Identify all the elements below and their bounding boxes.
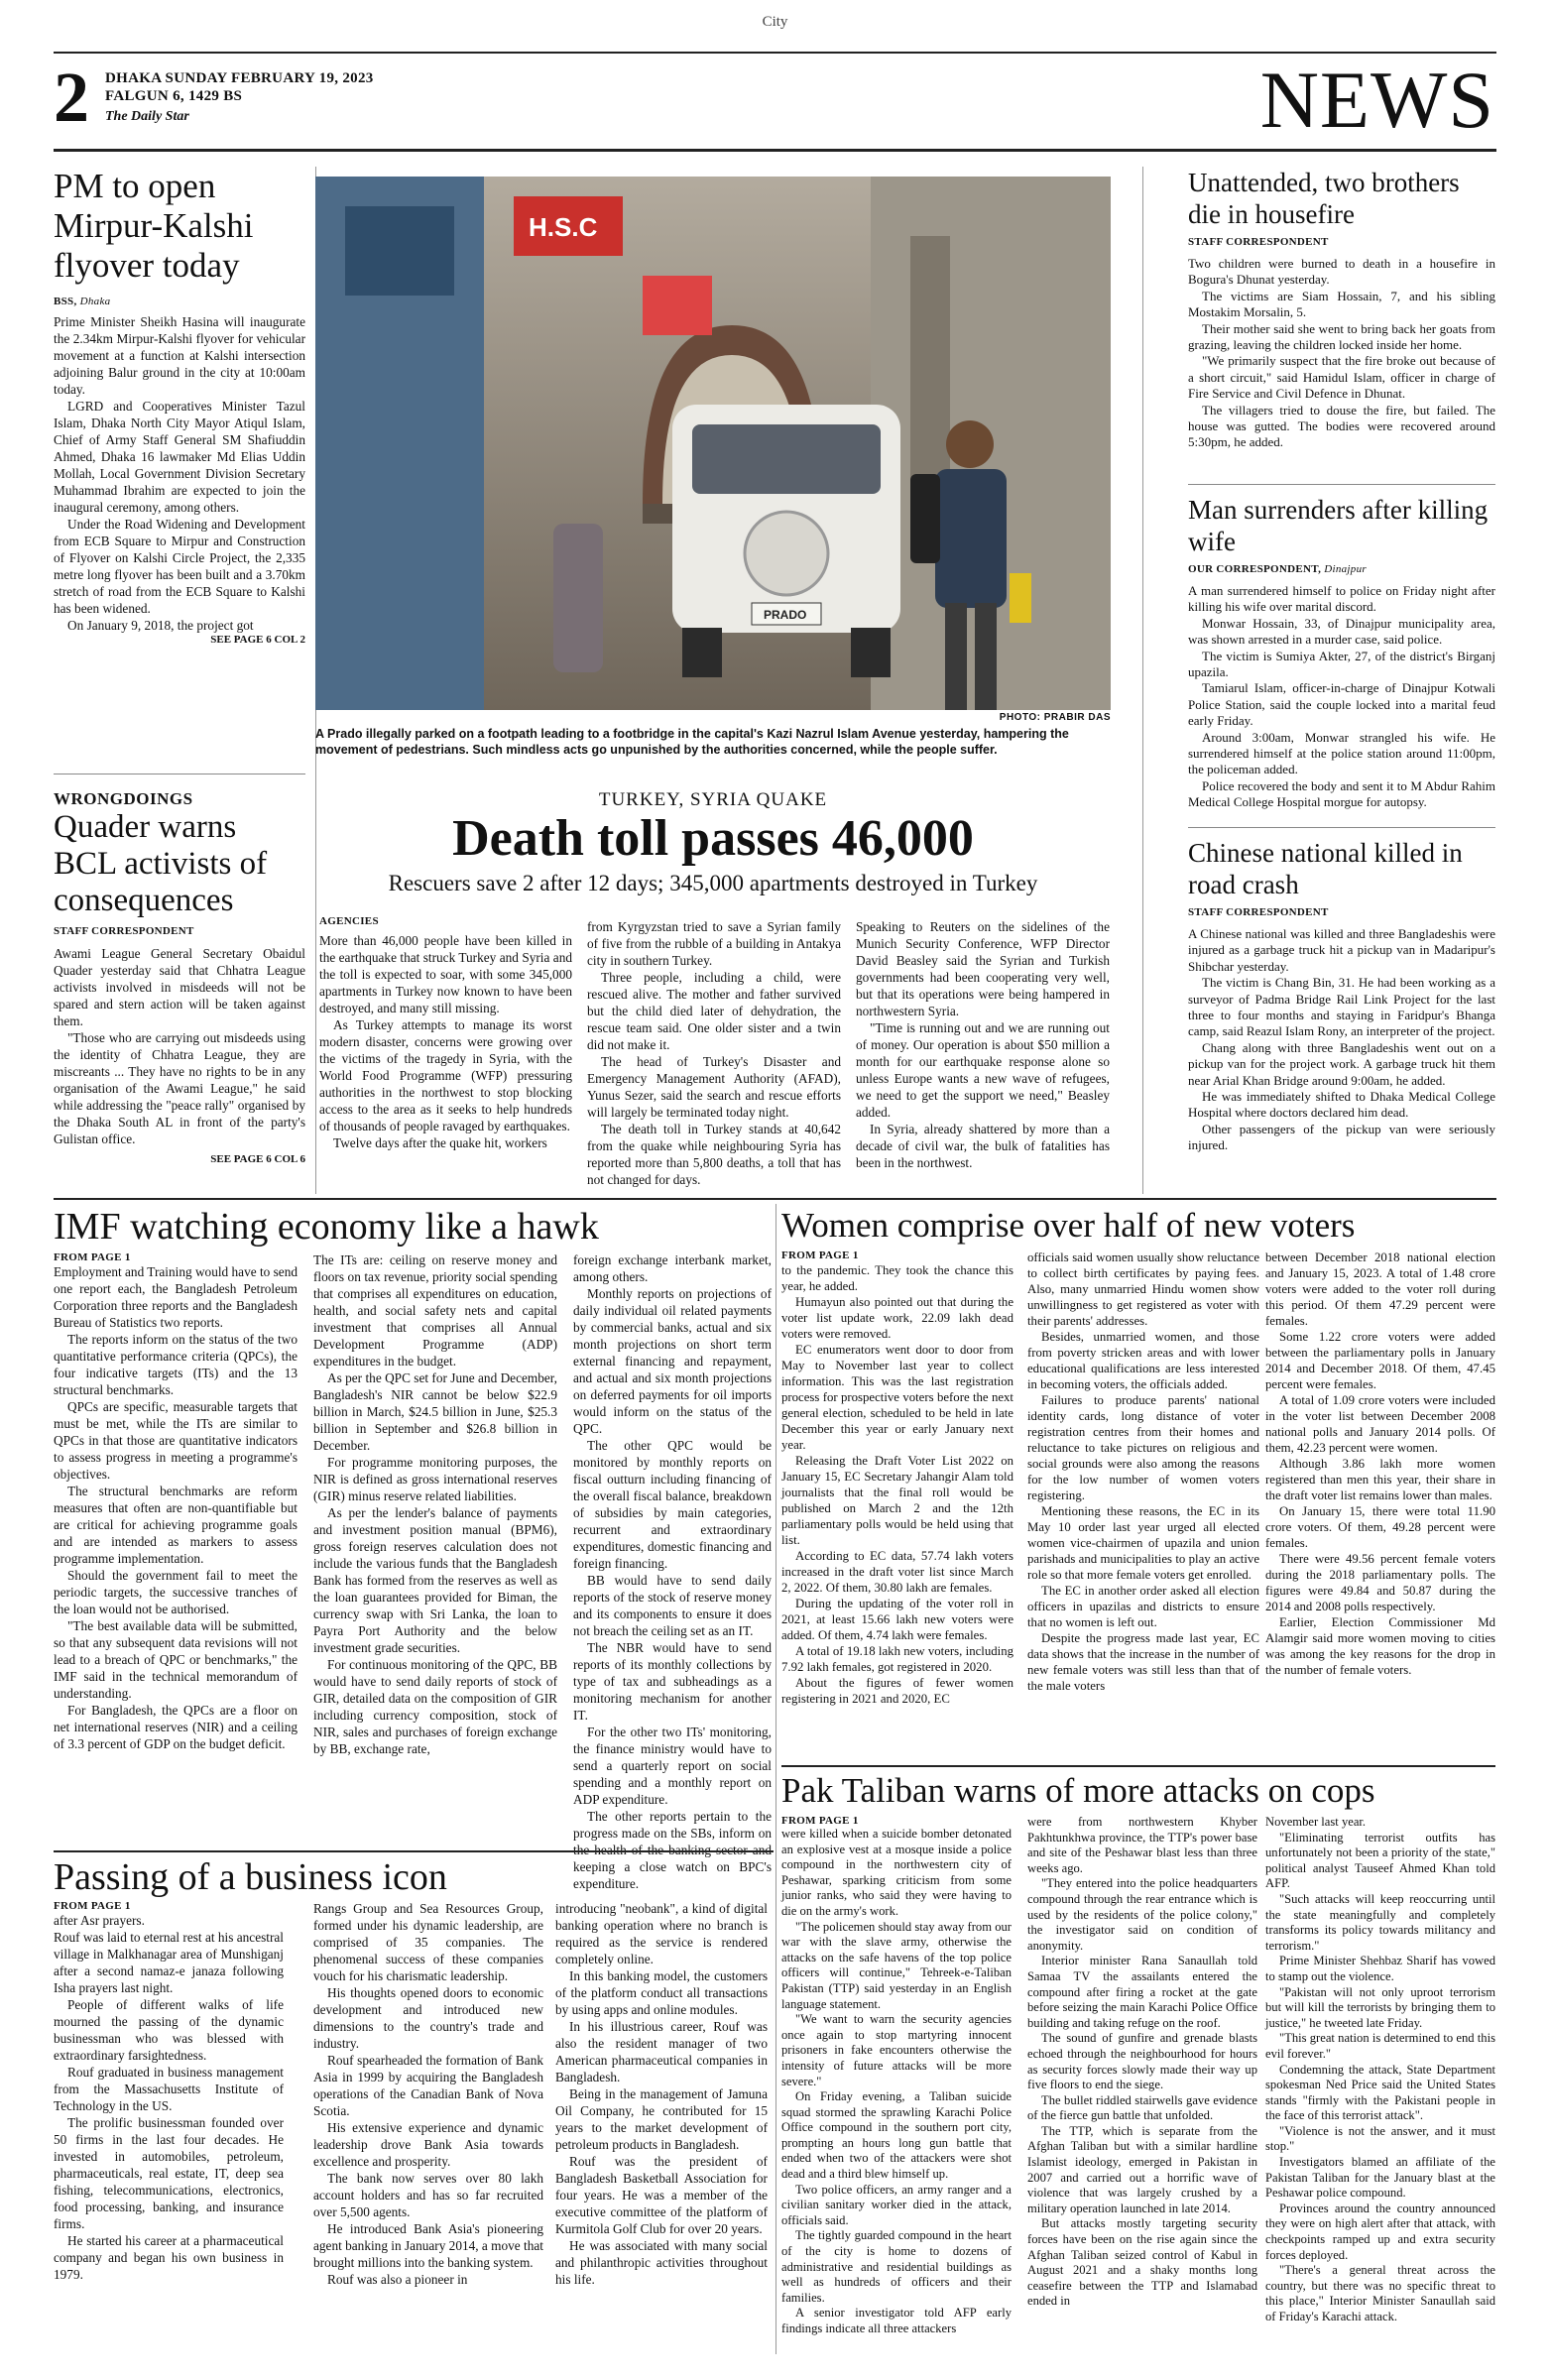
divider [1188,827,1495,828]
paragraph: "Pakistan will not only uproot terrorism but will kill the terrorists by bringing them to justice," he tweeted late Friday. [1265,1984,1495,2030]
paragraph: The TTP, which is separate from the Afghan Taliban but with a similar hardline Islamist ideology, emerged in Pakistan in 2007 and carried out a horrific wave of violence that was largely crushed by a military operation launched in late 2014. [1027,2123,1257,2215]
paragraph: November last year. [1265,1815,1367,1829]
paragraph: LGRD and Cooperatives Minister Tazul Islam, Dhaka North City Mayor Atiqul Islam, Chief of Army Staff General SM Shafiuddin Ahmed, Dhaka 16 lawmaker Md Elias Uddin Mollah, Local Government Division Secretary Muhammad Ibrahim are expected to join the inaugural ceremony, among others. [54,399,305,515]
brothers-article [1188,167,1495,451]
flyover-headline: PM to open Mirpur-Kalshi flyover today [54,167,254,285]
paragraph: The NBR would have to send reports of its monthly collections by type of tax and subheadings as a monitoring mechanism for another IT. [573,1640,772,1723]
paragraph: Tamiarul Islam, officer-in-charge of Dinajpur Kotwali Police Station, said the couple locked into a marital feud early Friday. [1188,680,1495,729]
sign-text: H.S.C [529,212,598,242]
paragraph: Condemning the attack, State Department spokesman Ned Price said the United States stands "firmly with the Pakistani people in the face of this terrorist attack". [1265,2062,1495,2123]
paragraph: According to EC data, 57.74 lakh voters increased in the draft voter list since March 2, 2022. Of them, 30.80 lakh are females. [781,1549,1013,1595]
wife-body [1188,583,1495,811]
paragraph: Although 3.86 lakh more women registered than men this year, their share in the draft voter list remains lower than males. [1265,1457,1495,1502]
quader-article [54,789,305,1165]
paragraph: A senior investigator told AFP early findings indicate all three attackers [781,2306,1012,2335]
paragraph: For the other two ITs' monitoring, the finance ministry would have to send a quarterly report on social spending and a monthly report on ADP expenditure. [573,1725,772,1807]
quader-byline: STAFF CORRESPONDENT [54,925,194,937]
paragraph: Employment and Training would have to send one report each, the Bangladesh Petroleum Corporation three reports and the Bangladesh Bureau of Statistics two reports. [54,1264,298,1330]
women-col-1 [781,1262,1013,1707]
paragraph: Speaking to Reuters on the sidelines of the Munich Security Conference, WFP Director David Beasley said the Syrian and Turkish governments had been cooperating very well, but that its operations were being hampered in northwestern Syria. [856,919,1110,1018]
paragraph: Some 1.22 crore voters were added between the parliamentary polls in January 2014 and December 2018. Of them, 47.45 percent were females. [1265,1330,1495,1391]
business-col-1 [54,1912,284,2283]
paragraph: The EC in another order asked all election officers in upazilas and districts to ensure that no women is left out. [1027,1584,1259,1629]
women-headline: Women comprise over half of new voters [781,1206,1356,1245]
paragraph: from Kyrgyzstan tried to save a Syrian family of five from the rubble of a building in Antakya city in southern Turkey. [587,919,841,968]
quake-col-3 [856,918,1110,1171]
paragraph: Around 3:00am, Monwar strangled his wife. He surrendered himself at the police station around 11:00pm, the policeman added. [1188,729,1495,777]
paragraph: Two children were burned to death in a housefire in Bogura's Dhunat yesterday. [1188,256,1495,288]
paragraph: Rangs Group and Sea Resources Group, formed under his dynamic leadership, are comprised of 35 companies. The phenomenal success of these companies vouch for his charismatic leadership. [313,1901,543,1983]
section-title: NEWS [1259,55,1494,145]
flyover-article [54,167,305,646]
paragraph: As per the QPC set for June and December, Bangladesh's NIR cannot be below $22.9 billion in March, $24.5 billion in June, $25.3 billion in September and $26.8 billion in December. [313,1370,557,1453]
date-line [105,69,374,105]
business-from-page: FROM PAGE 1 [54,1900,131,1912]
paragraph: officials said women usually show reluctance to collect birth certificates by paying fees. Also, many unmarried Hindu women show unwillingness to get registered as voter with their parents' addresses. [1027,1250,1259,1328]
masthead-logo: The Daily Star [105,109,189,124]
paragraph: As per the lender's balance of payments and investment position manual (BPM6), gross foreign reserves calculation does not include the various funds that the Bangladesh Bank has formed from the reserves as well as the loan guarantees provided for Biman, the currency swap with Sri Lanka, the loan to Payra Port Authority and the below investment grade securities. [313,1505,557,1655]
paragraph: The other QPC would be monitored by monthly reports on fiscal outturn including financing of the overall fiscal balance, breakdown of subsidies by main categories, recurrent and extraordinary expenditures, domestic financing and foreign financing. [573,1438,772,1571]
quake-subhead: Rescuers save 2 after 12 days; 345,000 apartments destroyed in Turkey [388,871,1038,895]
paragraph: "There's a general threat across the country, but there was no specific threat to this place," Interior Minister Sanaullah said of Friday's Karachi attack. [1265,2263,1495,2323]
news-photo [315,177,1111,710]
paragraph: A Chinese national was killed and three Bangladeshis were injured as a garbage truck hit a pickup van in Madaripur's Shibchar yesterday. [1188,926,1495,974]
paragraph: Being in the management of Jamuna Oil Company, he contributed for 15 years to the market development of petroleum products in Bangladesh. [555,2086,768,2152]
wife-byline-place: Dinajpur [1324,563,1367,575]
quake-kicker: TURKEY, SYRIA QUAKE [598,789,828,810]
quake-col-1 [319,932,572,1151]
paragraph: In this banking model, the customers of the platform conduct all transactions by using apps and online modules. [555,1968,768,2017]
business-col-2 [313,1900,543,2288]
section-label: City [762,14,788,30]
paragraph: There were 49.56 percent female voters during the 2018 parliamentary polls. The figures were 49.84 and 50.87 during the 2014 and 2008 polls respectively. [1265,1552,1495,1613]
paragraph: He started his career at a pharmaceutical company and began his own business in 1979. [54,2233,284,2282]
paragraph: between December 2018 national election and January 15, 2023. A total of 1.48 crore voters were added to the voter roll during this period. Of them 47.29 percent were females. [1265,1250,1495,1328]
women-from-page: FROM PAGE 1 [781,1250,859,1261]
paragraph: "Those who are carrying out misdeeds using the identity of Chhatra League, they are miscreants ... They have no rights to be in any organisation of the Awami League," he said while addressing the "peace rally" organised by the Dhaka South AL in front of the party's Gulistan office. [54,1030,305,1146]
paragraph: "Time is running out and we are running out of money. Our operation is about $50 million a month for our earthquake response alone so unless Europe wants a new wave of refugees, we need to get the support we need," Beasley added. [856,1020,1110,1120]
paragraph: Mentioning these reasons, the EC in its May 10 order last year urged all elected women vice-chairmen of upazila and union parishads and municipalities to play an active role so that more female voters get enrolled. [1027,1504,1259,1582]
flyover-byline [54,296,305,307]
bangla-date: FALGUN 6, 1429 BS [105,88,243,104]
woman-figure [553,524,603,672]
paragraph: For continuous monitoring of the QPC, BB would have to send daily reports of stock of GIR, detailed data on the composition of GIR including currency composition, stock of NIR, sales and purchases of foreign exchange by BB, exchange rate, [313,1657,557,1756]
paragraph: The villagers tried to douse the fire, but failed. The house was gutted. The bodies were recovered around 5:30pm, he added. [1188,402,1495,450]
paragraph: "This great nation is determined to end this evil forever." [1265,2031,1495,2061]
paragraph: For programme monitoring purposes, the NIR is defined as gross international reserves (GIR) minus reserve related liabilities. [313,1455,557,1503]
paragraph: Rouf graduated in business management from the Massachusetts Institute of Technology in the US. [54,2065,284,2113]
paragraph: "The best available data will be submitted, so that any subsequent data revisions will not lead to a breach of QPC or benchmarks," the IMF said in the technical memorandum of understanding. [54,1618,298,1701]
paragraph: EC enumerators went door to door from May to November last year to collect information. This was the last registration process for prospective voters before the next general election, scheduled to be held in late December this year or early January next year. [781,1343,1013,1452]
paragraph: The victim is Sumiya Akter, 27, of the district's Birganj upazila. [1188,648,1495,680]
paragraph: were from northwestern Khyber Pakhtunkhwa province, the TTP's power base and site of the Peshawar blast less than three weeks ago. [1027,1815,1257,1875]
paragraph: The bank now serves over 80 lakh account holders and has so far recruited over 5,500 agents. [313,2171,543,2219]
paragraph: "Such attacks will keep reoccurring until the state meaningfully and completely transforms its policy towards militancy and terrorism." [1265,1891,1495,1953]
car-plate: PRADO [764,608,807,622]
paragraph: Their mother said she went to bring back her goats from grazing, leaving the children locked inside her home. [1188,320,1495,353]
paragraph: Humayun also pointed out that during the voter list update work, 22.09 lakh dead voters were removed. [781,1295,1013,1341]
paragraph: Investigators blamed an affiliate of the Pakistan Taliban for the January blast at the Peshawar police compound. [1265,2155,1495,2201]
chinese-headline: Chinese national killed in road crash [1188,838,1463,899]
paragraph: People of different walks of life mourned the passing of the dynamic businessman who was blessed with extraordinary farsightedness. [54,1997,284,2063]
paragraph: "They entered into the police headquarters compound through the rear entrance which is used by the residents of the police colony," the investigator said on condition of anonymity. [1027,1876,1257,1953]
imf-col-1 [54,1263,298,1752]
paragraph: About the figures of fewer women registering in 2021 and 2020, EC [781,1676,1013,1706]
imf-headline: IMF watching economy like a hawk [54,1206,599,1248]
paragraph: The head of Turkey's Disaster and Emergency Management Authority (AFAD), Yunus Sezer, said the search and rescue efforts will largely be terminated today night. [587,1054,841,1120]
quader-kicker: WRONGDOINGS [54,789,193,808]
imf-col-2 [313,1251,557,1757]
flyover-see-page-link[interactable]: SEE PAGE 6 COL 2 [210,634,305,646]
flyover-byline-org: BSS, [54,296,77,307]
paragraph: The victims are Siam Hossain, 7, and his sibling Mostakim Morsalin, 5. [1188,288,1495,320]
paragraph: In his illustrious career, Rouf was also the resident manager of two American pharmaceutical companies in Bangladesh. [555,2019,768,2084]
paragraph: "We want to warn the security agencies once again to stop martyring innocent prisoners in fake encounters otherwise the intensity of future attacks will be more severe." [781,2012,1012,2088]
paragraph: The other reports pertain to the progress made on the SBs, inform on keeping a close watch on BPC's expenditure. [573,1809,772,1891]
paragraph: Earlier, Election Commissioner Md Alamgir said more women moving to cities was among the key reasons for the drop in the number of female voters. [1265,1615,1495,1677]
chinese-article [1188,837,1495,1154]
paragraph: Besides, unmarried women, and those from poverty stricken areas and with lower educational qualifications are less interested in becoming voters, the officials added. [1027,1330,1259,1391]
paragraph: The death toll in Turkey stands at 40,642 from the quake while neighbouring Syria has reported more than 5,800 deaths, a toll that has not changed for days. [587,1122,841,1187]
women-article [781,1206,1495,1246]
imf-col-3 [573,1251,772,1892]
wife-byline [1188,563,1495,575]
paragraph: Monwar Hossain, 33, of Dinajpur municipality area, was shown arrested in a murder case, said police. [1188,615,1495,648]
paragraph: He introduced Bank Asia's pioneering agent banking in January 2014, a move that brought millions into the banking system. [313,2221,543,2270]
women-col-3 [1265,1250,1495,1678]
paragraph: The structural benchmarks are reform measures that often are non-quantifiable but are critical for achieving programme goals and are intended as markers to assess programme implementation. [54,1484,298,1566]
taliban-from-page: FROM PAGE 1 [781,1815,859,1827]
column-rule [775,1204,776,2354]
paragraph: During the updating of the voter roll in 2021, at least 15.66 lakh new voters were added. Of them, 4.74 lakh were females. [781,1597,1013,1642]
paragraph: QPCs are specific, measurable targets that must be met, while the ITs are similar to QPCs in that those are quantitative indicators to assess progress in meeting a programme's objectives. [54,1399,298,1482]
paragraph: "Violence is not the answer, and it must stop." [1265,2123,1495,2154]
paragraph: The prolific businessman founded over 50 firms in the last four decades. He invested in automobiles, petroleum, pharmaceuticals, real estate, IT, deep sea fishing, telecommunications, electronics, food processing, banking, and insurance firms. [54,2115,284,2231]
brothers-body [1188,256,1495,451]
divider [1188,484,1495,485]
paragraph: Rouf was the president of Bangladesh Basketball Association for four years. He was a member of the executive committee of the platform of Kurmitola Golf Club for over 20 years. [555,2154,768,2236]
paragraph: The sound of gunfire and grenade blasts echoed through the neighbourhood for hours as security forces slowly made their way up five floors to end the siege. [1027,2031,1257,2092]
paragraph: Twelve days after the quake hit, workers [333,1135,547,1150]
paragraph: "The policemen should stay away from our war with the slave army, otherwise the attacks on the safe havens of the top police officers will continue," Tehreek-e-Taliban Pakistan (TTP) said yesterday in an English language statement. [781,1919,1012,2011]
paragraph: The victim is Chang Bin, 31. He had been working as a surveyor of Padma Bridge Rail Link Project for the last three to four months and staying in Faridpur's Bhanga camp, said Reazul Islam Rony, an interpreter of the project. [1188,975,1495,1039]
paragraph: Monthly reports on projections of daily individual oil related payments by commercial banks, actual and six month projections on short term external financing and repayment, and actual and six month projections on deferred payments for oil imports would inform on the status of the QPC. [573,1286,772,1436]
taliban-article [781,1771,1495,1811]
brothers-headline: Unattended, two brothers die in housefire [1188,168,1460,229]
paragraph: Three people, including a child, were rescued alive. The mother and father survived but the child died later of dehydration, the rescue team said. One older sister and a twin did not make it. [587,970,841,1052]
page-number: 2 [54,58,89,137]
paragraph: Rouf was laid to eternal rest at his ancestral village in Malkhanagar area of Munshiganj after a second namaz-e janaza following Isha prayers last night. [54,1930,284,1995]
paragraph: He was immediately shifted to Dhaka Medical College Hospital where doctors declared him dead. [1188,1089,1495,1121]
paragraph: "We primarily suspect that the fire broke out because of a short circuit," said Hamidul Islam, officer in charge of Fire Service and Civil Defence in Dhunat. [1188,353,1495,402]
paragraph: The ITs are: ceiling on reserve money and floors on tax revenue, priority social spending that comprises all expenditures on education, health, and social safety nets and capital investment that comprises all Annual Development Programme (ADP) expenditures in the budget. [313,1252,557,1368]
taliban-col-1 [781,1827,1012,2337]
section-divider [54,1850,774,1852]
header-bottom-rule [54,149,1496,152]
paragraph: Should the government fail to meet the periodic targets, the successive tranches of the loan would not be authorised. [54,1568,298,1616]
paragraph: were killed when a suicide bomber detonated an explosive vest at a mosque inside a police compound in the northwestern city of Peshawar, sparking criticism from some junior ranks, who said they were having to die on the army's work. [781,1827,1012,1918]
quake-header [315,789,1111,896]
paragraph: Despite the progress made last year, EC data shows that the increase in the number of new female voters was still less than that of the male voters [1027,1631,1259,1693]
paragraph: Two police officers, an army ranger and a civilian sanitary worker died in the attack, officials said. [781,2182,1012,2227]
business-col-3 [555,1900,768,2288]
paragraph: A man surrendered himself to police on Friday night after killing his wife over marital discord. [1188,583,1495,615]
paragraph: Releasing the Draft Voter List 2022 on January 15, EC Secretary Jahangir Alam told journalists that the final roll would be published on March 2 and the 12th parliamentary polls would be held using that list. [781,1454,1013,1547]
quader-see-page-link[interactable]: SEE PAGE 6 COL 6 [210,1153,305,1165]
paragraph: More than 46,000 people have been killed in the earthquake that struck Turkey and Syria and the toll is expected to soar, with some 345,000 apartments in Turkey now known to have been destroyed, and many still missing. [319,933,572,1015]
paragraph: introducing "neobank", a kind of digital banking operation where no branch is required as the service is rendered completely online. [555,1901,768,1966]
photo-credit: PHOTO: PRABIR DAS [999,712,1111,723]
paragraph: For Bangladesh, the QPCs are a floor on net international reserves (NIR) and a ceiling of 3.3 percent of GDP on the budget deficit. [54,1703,298,1751]
paragraph: BB would have to send daily reports of the stock of reserve money and its components to ensure it does not breach the ceiling set as an IT. [573,1573,772,1638]
business-article [54,1856,768,1898]
paragraph: Failures to produce parents' national identity cards, long distance of voter registration centres from their homes and reluctance to take pictures on religious and social grounds were also among the reasons for the low number of women voters registering. [1027,1393,1259,1502]
quake-byline: AGENCIES [319,915,379,927]
business-headline: Passing of a business icon [54,1856,447,1898]
column-rule [1142,167,1143,1194]
wife-byline-org: OUR CORRESPONDENT, [1188,563,1322,575]
wife-headline: Man surrenders after killing wife [1188,495,1489,556]
paragraph: The bullet riddled stairwells gave evidence of the fierce gun battle that unfolded. [1027,2092,1257,2123]
section-divider [54,1198,1496,1200]
paragraph: "Eliminating terrorist outfits has unfortunately not been a priority of the state," political analyst Tauseef Ahmed Khan told AFP. [1265,1830,1495,1891]
chinese-body [1188,926,1495,1154]
quader-body [54,945,305,1147]
header-top-rule [54,52,1496,54]
paragraph: On January 9, 2018, the project got [67,618,254,633]
paragraph: to the pandemic. They took the chance this year, he added. [781,1263,1013,1293]
paragraph: As Turkey attempts to manage its worst modern disaster, concerns were growing over the victims of the tragedy in Syria, with the World Food Programme (WFP) pressuring authorities in the northwest to stop blocking access to the area as it seeks to help hundreds of thousands of people ravaged by earthquakes. [319,1017,572,1133]
flyover-body [54,313,305,634]
photo-caption: A Prado illegally parked on a footpath leading to a footbridge in the capital's Kazi Nazrul Islam Avenue yesterday, hampering the movement of pedestrians. Such mindless acts go unpunished by the authorities concerned, while the people suffer. [315,727,1069,757]
paragraph: Rouf spearheaded the formation of Bank Asia in 1999 by acquiring the Bangladesh operations of the Canadian Bank of Nova Scotia. [313,2053,543,2118]
paragraph: Police recovered the body and sent it to M Abdur Rahim Medical College Hospital morgue for autopsy. [1188,777,1495,810]
taliban-col-3 [1265,1815,1495,2325]
paragraph: Rouf was also a pioneer in [327,2272,468,2287]
imf-from-page: FROM PAGE 1 [54,1251,131,1263]
imf-article [54,1206,768,1248]
photo-illustration [315,177,1111,710]
paragraph: Under the Road Widening and Development from ECB Square to Mirpur and Construction of Flyover on Kalshi Circle Project, the 2,335 metre long flyover has been built and a 3.70km stretch of road from the ECB Square to Kalshi has been widened. [54,517,305,616]
paragraph: His extensive experience and dynamic leadership drove Bank Asia towards excellence and prosperity. [313,2120,543,2169]
paragraph: after Asr prayers. [54,1913,145,1928]
paragraph: The tightly guarded compound in the heart of the city is home to dozens of administrative and residential buildings as well as hundreds of officers and their families. [781,2228,1012,2305]
paragraph: But attacks mostly targeting security forces have been on the rise again since the Afghan Taliban seized control of Kabul in August 2021 and a shaky months long ceasefire between the TTP and Islamabad ended in [1027,2216,1257,2309]
taliban-col-2 [1027,1815,1257,2310]
brothers-byline: STAFF CORRESPONDENT [1188,236,1329,248]
paragraph: The reports inform on the status of the two quantitative performance criteria (QPCs), the four indicative targets (ITs) and the 13 structural benchmarks. [54,1332,298,1397]
flyover-byline-place: Dhaka [79,296,111,307]
paragraph: Awami League General Secretary Obaidul Quader yesterday said that Chhatra League activists involved in misdeeds will not be spared and stern action will be taken against them. [54,946,305,1028]
paragraph: Prime Minister Sheikh Hasina will inaugurate the 2.34km Mirpur-Kalshi flyover for vehicular movement at a function at Kalshi intersection adjoining Balur ground in the city at 10:00am today. [54,314,305,397]
paragraph: Provinces around the country announced they were on high alert after that attack, with checkpoints ramped up and extra security forces deployed. [1265,2201,1495,2262]
quake-headline: Death toll passes 46,000 [452,810,974,867]
paragraph: A total of 1.09 crore voters were included in the voter list between December 2008 national polls and January 2014 polls. Of them, 42.23 percent were women. [1265,1393,1495,1455]
chinese-byline: STAFF CORRESPONDENT [1188,906,1329,918]
section-divider [781,1765,1495,1767]
paragraph: His thoughts opened doors to economic development and introduced new dimensions to the country's trade and industry. [313,1985,543,2051]
paragraph: He was associated with many social and philanthropic activities throughout his life. [555,2238,768,2287]
paragraph: Chang along with three Bangladeshis went out on a pickup van for the project work. A garbage truck hit them near Arial Khan Bridge around 9:00am, he added. [1188,1039,1495,1088]
paragraph: Other passengers of the pickup van were seriously injured. [1188,1121,1495,1153]
paragraph: A total of 19.18 lakh new voters, including 7.92 lakh females, got registered in 2020. [781,1644,1013,1674]
date-text: DHAKA SUNDAY FEBRUARY 19, 2023 [105,70,374,86]
quake-col-2 [587,918,841,1188]
women-col-2 [1027,1250,1259,1694]
quader-headline: Quader warns BCL activists of consequences [54,809,268,918]
paragraph: In Syria, already shattered by more than a decade of civil war, the bulk of fatalities has been in the northwest. [856,1122,1110,1170]
paragraph: On January 15, there were total 11.90 crore voters. Of them, 49.28 percent were females. [1265,1504,1495,1550]
taliban-headline: Pak Taliban warns of more attacks on cops [781,1771,1375,1810]
paragraph: Prime Minister Shehbaz Sharif has vowed to stamp out the violence. [1265,1954,1495,1983]
paragraph: Interior minister Rana Sanaullah told Samaa TV the assailants entered the compound after firing a rocket at the gate before seizing the main Karachi Police Office building and taking refuge on the roof. [1027,1954,1257,2030]
paragraph: foreign exchange interbank market, among others. [573,1252,772,1284]
paragraph: On Friday evening, a Taliban suicide squad stormed the sprawling Karachi Police Office compound in the southern port city, prompting an hours long gun battle that ended when two of the attackers were shot dead and a third blew himself up. [781,2089,1012,2182]
wife-article [1188,494,1495,811]
